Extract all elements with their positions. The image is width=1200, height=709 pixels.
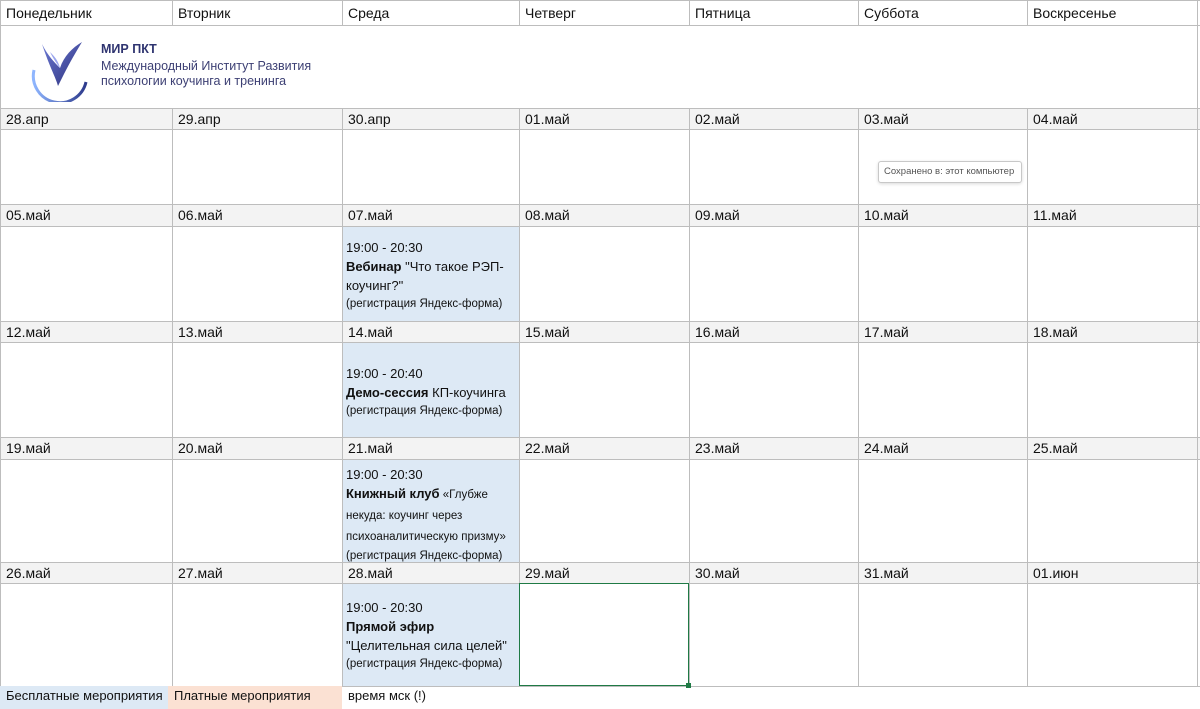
weekday-tuesday[interactable]: Вторник	[178, 5, 231, 21]
saved-tooltip: Сохранено в: этот компьютер	[878, 161, 1022, 183]
grid-line	[0, 459, 1200, 460]
grid-line	[689, 0, 690, 25]
grid-line	[0, 0, 1, 686]
date-cell[interactable]: 25.май	[1027, 437, 1200, 459]
date-cell[interactable]: 01.май	[519, 108, 689, 129]
event-text: "Целительная сила целей"	[346, 638, 507, 653]
date-cell[interactable]: 30.май	[689, 562, 858, 583]
weekday-monday[interactable]: Понедельник	[6, 5, 92, 21]
date-cell[interactable]: 14.май	[342, 321, 519, 342]
event-book-club[interactable]	[342, 459, 519, 562]
selected-cell[interactable]	[519, 583, 689, 686]
date-cell[interactable]: 12.май	[0, 321, 172, 342]
legend-free: Бесплатные мероприятия	[0, 686, 168, 709]
grid-line	[342, 0, 343, 25]
grid-line	[0, 321, 1200, 322]
date-cell[interactable]: 06.май	[172, 204, 342, 226]
fill-handle[interactable]	[686, 683, 691, 688]
grid-line	[0, 204, 1200, 205]
grid-line	[342, 108, 343, 686]
date-cell[interactable]: 04.май	[1027, 108, 1200, 129]
grid-line	[0, 129, 1200, 130]
date-cell[interactable]: 24.май	[858, 437, 1027, 459]
grid-line	[0, 437, 1200, 438]
date-cell[interactable]: 11.май	[1027, 204, 1200, 226]
date-cell[interactable]: 17.май	[858, 321, 1027, 342]
date-cell[interactable]: 30.апр	[342, 108, 519, 129]
date-cell[interactable]: 18.май	[1027, 321, 1200, 342]
date-cell[interactable]: 07.май	[342, 204, 519, 226]
event-live-stream[interactable]	[342, 583, 519, 686]
date-cell[interactable]: 02.май	[689, 108, 858, 129]
event-text: "Что такое РЭП-коучинг?"	[346, 259, 504, 293]
grid-line	[1027, 108, 1028, 686]
date-cell[interactable]: 31.май	[858, 562, 1027, 583]
logo	[24, 38, 364, 102]
weekday-sunday[interactable]: Воскресенье	[1033, 5, 1117, 21]
date-cell[interactable]: 29.апр	[172, 108, 342, 129]
date-cell[interactable]: 09.май	[689, 204, 858, 226]
grid-line	[858, 0, 859, 25]
weekday-wednesday[interactable]: Среда	[348, 5, 390, 21]
date-cell[interactable]: 21.май	[342, 437, 519, 459]
date-cell[interactable]: 20.май	[172, 437, 342, 459]
date-cell[interactable]: 03.май	[858, 108, 1027, 129]
bird-logo-icon	[24, 38, 94, 102]
event-title: Демо-сессия	[346, 385, 429, 400]
event-registration: (регистрация Яндекс-форма)	[346, 658, 503, 670]
date-cell[interactable]: 08.май	[519, 204, 689, 226]
grid-line	[0, 0, 1200, 1]
date-cell[interactable]: 29.май	[519, 562, 689, 583]
grid-line	[1027, 0, 1028, 25]
event-time: 19:00 - 20:30	[346, 240, 423, 255]
weekday-saturday[interactable]: Суббота	[864, 5, 919, 21]
event-registration: (регистрация Яндекс-форма)	[346, 405, 503, 417]
grid-line	[0, 108, 1200, 109]
date-cell[interactable]: 10.май	[858, 204, 1027, 226]
event-webinar[interactable]	[342, 226, 519, 321]
grid-line	[858, 108, 859, 686]
grid-line	[1197, 0, 1198, 686]
grid-line	[0, 226, 1200, 227]
date-cell[interactable]: 22.май	[519, 437, 689, 459]
event-time: 19:00 - 20:30	[346, 467, 423, 482]
weekday-thursday[interactable]: Четверг	[525, 5, 577, 21]
date-cell[interactable]: 13.май	[172, 321, 342, 342]
grid-line	[172, 108, 173, 686]
grid-line	[0, 342, 1200, 343]
event-time: 19:00 - 20:30	[346, 600, 423, 615]
event-text: «Глубже некуда: коучинг через психоаналитическую призму»	[346, 489, 506, 543]
event-registration: (регистрация Яндекс-форма)	[346, 298, 503, 310]
event-registration: (регистрация Яндекс-форма)	[346, 550, 503, 562]
grid-line	[519, 0, 520, 25]
event-title: Вебинар	[346, 259, 402, 274]
date-cell[interactable]: 28.май	[342, 562, 519, 583]
grid-line	[172, 0, 173, 25]
legend-time-note: время мск (!)	[348, 688, 426, 703]
event-time: 19:00 - 20:40	[346, 366, 423, 381]
event-title: Прямой эфир	[346, 619, 435, 634]
grid-line	[0, 562, 1200, 563]
event-title: Книжный клуб	[346, 486, 440, 501]
logo-subtitle: Международный Институт Развития психологии коучинга и тренинга	[101, 59, 312, 88]
date-cell[interactable]: 27.май	[172, 562, 342, 583]
date-cell[interactable]: 28.апр	[0, 108, 172, 129]
logo-title: МИР ПКТ	[101, 42, 157, 56]
date-cell[interactable]: 01.июн	[1027, 562, 1200, 583]
legend-paid: Платные мероприятия	[168, 686, 342, 709]
event-demo-session[interactable]	[342, 342, 519, 437]
date-cell[interactable]: 26.май	[0, 562, 172, 583]
weekday-friday[interactable]: Пятница	[695, 5, 751, 21]
date-cell[interactable]: 19.май	[0, 437, 172, 459]
date-cell[interactable]: 16.май	[689, 321, 858, 342]
date-cell[interactable]: 05.май	[0, 204, 172, 226]
event-text: КП-коучинга	[428, 385, 506, 400]
grid-line	[0, 25, 1200, 26]
grid-line	[689, 108, 690, 686]
date-cell[interactable]: 15.май	[519, 321, 689, 342]
date-cell[interactable]: 23.май	[689, 437, 858, 459]
